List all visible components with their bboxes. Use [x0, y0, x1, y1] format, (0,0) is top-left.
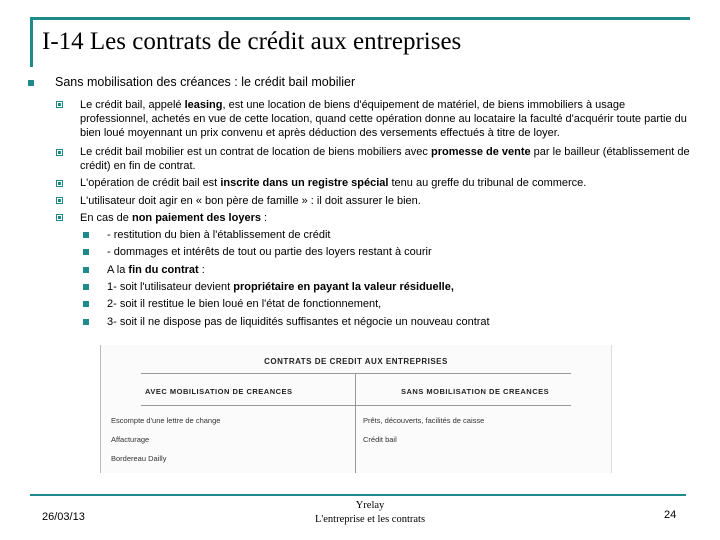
table-title: CONTRATS DE CREDIT AUX ENTREPRISES	[264, 357, 448, 366]
bullet-square-icon	[28, 80, 34, 86]
bullet-square-icon	[83, 232, 89, 238]
bullet-box-icon	[56, 180, 63, 187]
sub-list-item: 1- soit l'utilisateur devient propriétaire en payant la valeur résiduelle,	[107, 281, 454, 293]
table-header-left: AVEC MOBILISATION DE CREANCES	[145, 387, 293, 396]
table-cell: Prêts, découverts, facilités de caisse	[363, 416, 485, 425]
table-header-right: SANS MOBILISATION DE CREANCES	[401, 387, 550, 396]
sub-list-item: 3- soit il ne dispose pas de liquidités suffisantes et négocie un nouveau contrat	[107, 316, 490, 328]
section-heading: Sans mobilisation des créances : le crédit bail mobilier	[55, 75, 356, 89]
bullet-box-icon	[56, 149, 63, 156]
table-divider	[141, 373, 571, 374]
sub-list-item: - restitution du bien à l'établissement de crédit	[107, 229, 331, 241]
bullet-square-icon	[83, 319, 89, 325]
list-item: Le crédit bail mobilier est un contrat de location de biens mobiliers avec promesse de vente par le bailleur (établissement de crédit) en fin de contrat.	[80, 146, 690, 172]
list-item: Le crédit bail, appelé leasing, est une location de biens d'équipement de matériel, de biens immobiliers à usage professionnel, achetés en vue de cette location, quand cette opération donne au locataire la faculté d'acquérir toute partie du bien loué moyennant un prix convenu et après déduction des versements effectués à titre de loyer.	[80, 99, 687, 139]
list-item: L'opération de crédit bail est inscrite dans un registre spécial tenu au greffe du tribunal de commerce.	[80, 177, 587, 189]
table-divider	[141, 405, 571, 406]
footer-author: Yrelay	[355, 500, 385, 511]
table-cell: Bordereau Dailly	[111, 454, 167, 463]
footer-center	[290, 499, 450, 527]
table-cell: Affacturage	[111, 435, 150, 444]
credit-contracts-table	[100, 345, 612, 473]
table-cell: Escompte d'une lettre de change	[111, 416, 221, 425]
sub-list-item: A la fin du contrat :	[107, 264, 205, 276]
bullet-box-icon	[56, 197, 63, 204]
bullet-square-icon	[83, 267, 89, 273]
page-number: 24	[664, 509, 677, 521]
footer-rule	[30, 494, 686, 496]
slide-title: I-14 Les contrats de crédit aux entreprises	[42, 28, 462, 55]
list-item: En cas de non paiement des loyers :	[80, 212, 268, 224]
bullet-square-icon	[83, 301, 89, 307]
sub-list-item: 2- soit il restitue le bien loué en l'état de fonctionnement,	[107, 298, 382, 310]
footer-date: 26/03/13	[42, 511, 85, 523]
table-column-divider	[355, 373, 356, 473]
bullet-box-icon	[56, 101, 63, 108]
bullet-box-icon	[56, 214, 63, 221]
bullet-square-icon	[83, 284, 89, 290]
title-frame-top	[30, 17, 690, 20]
footer-subtitle: L'entreprise et les contrats	[314, 514, 426, 525]
bullet-square-icon	[83, 249, 89, 255]
sub-list-item: - dommages et intérêts de tout ou partie des loyers restant à courir	[107, 246, 432, 258]
list-item: L'utilisateur doit agir en « bon père de famille » : il doit assurer le bien.	[80, 195, 421, 207]
table-cell: Crédit bail	[363, 435, 397, 444]
title-frame-left	[30, 17, 33, 67]
